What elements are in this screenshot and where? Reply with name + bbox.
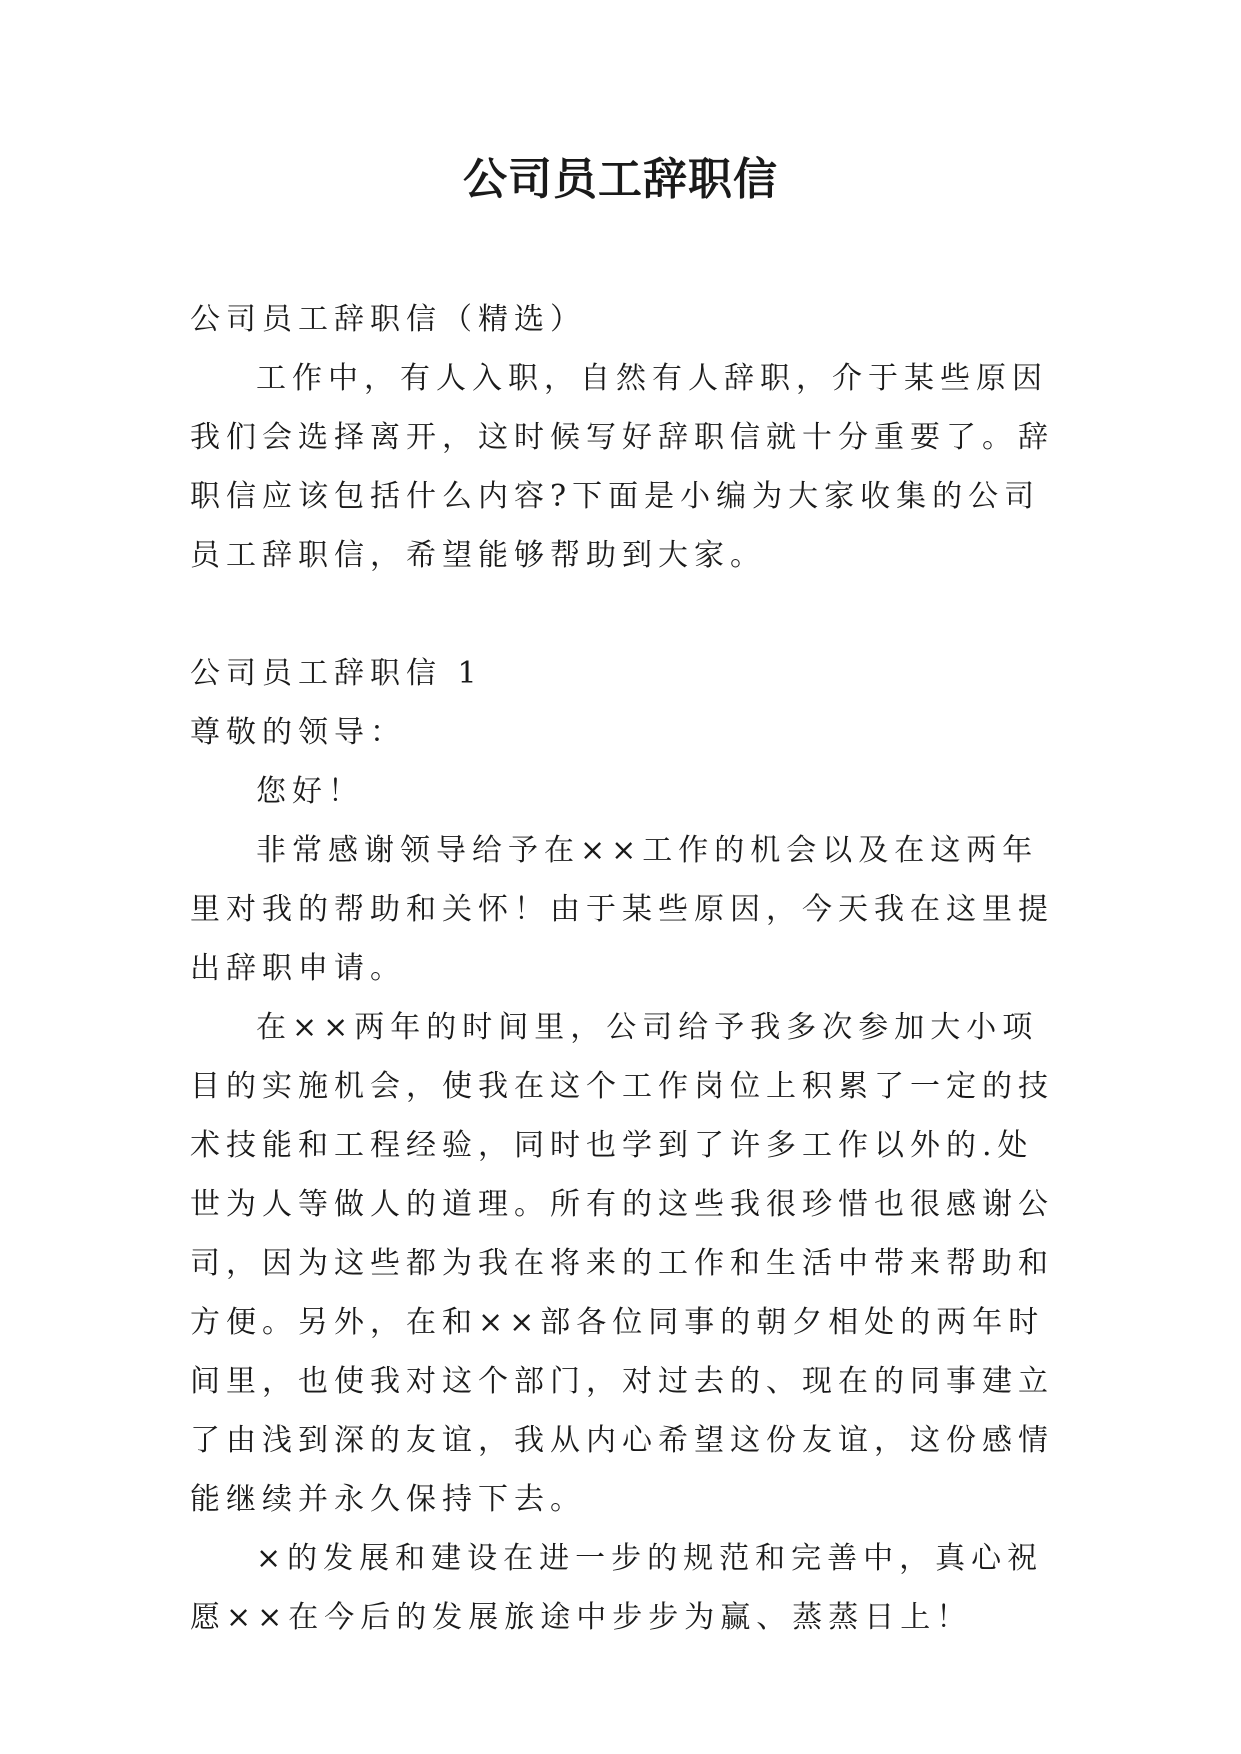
letter-paragraph-1: 非常感谢领导给予在××工作的机会以及在这两年里对我的帮助和关怀！由于某些原因，今天我在这里提出辞职申请。 (190, 833, 1054, 986)
letter-paragraph-2: 在××两年的时间里，公司给予我多次参加大小项目的实施机会，使我在这个工作岗位上积累了一定的技术技能和工程经验，同时也学到了许多工作以外的.处世为人等做人的道理。所有的这些我很珍惜也很感谢公司，因为这些都为我在将来的工作和生活中带来帮助和方便。另外，在和××部各位同事的朝夕相处的两年时间里，也使我对这个部门，对过去的、现在的同事建立了由浅到深的友谊，我从内心希望这份友谊，这份感情能继续并永久保持下去。 (190, 1010, 1054, 1517)
letter-paragraph-3: ×的发展和建设在进一步的规范和完善中，真心祝愿××在今后的发展旅途中步步为赢、蒸蒸日上！ (190, 1541, 1044, 1635)
letter-title: 公司员工辞职信 1 (190, 656, 483, 691)
page-title: 公司员工辞职信 (463, 154, 778, 205)
document-body (190, 290, 1060, 1647)
document-heading: 公司员工辞职信（精选） (190, 302, 586, 337)
greeting: 您好！ (256, 774, 364, 809)
section-spacer (190, 585, 1060, 644)
salutation: 尊敬的领导： (190, 715, 406, 750)
intro-paragraph: 工作中，有人入职，自然有人辞职，介于某些原因我们会选择离开，这时候写好辞职信就十分重要了。辞职信应该包括什么内容?下面是小编为大家收集的公司员工辞职信，希望能够帮助到大家。 (190, 361, 1054, 573)
